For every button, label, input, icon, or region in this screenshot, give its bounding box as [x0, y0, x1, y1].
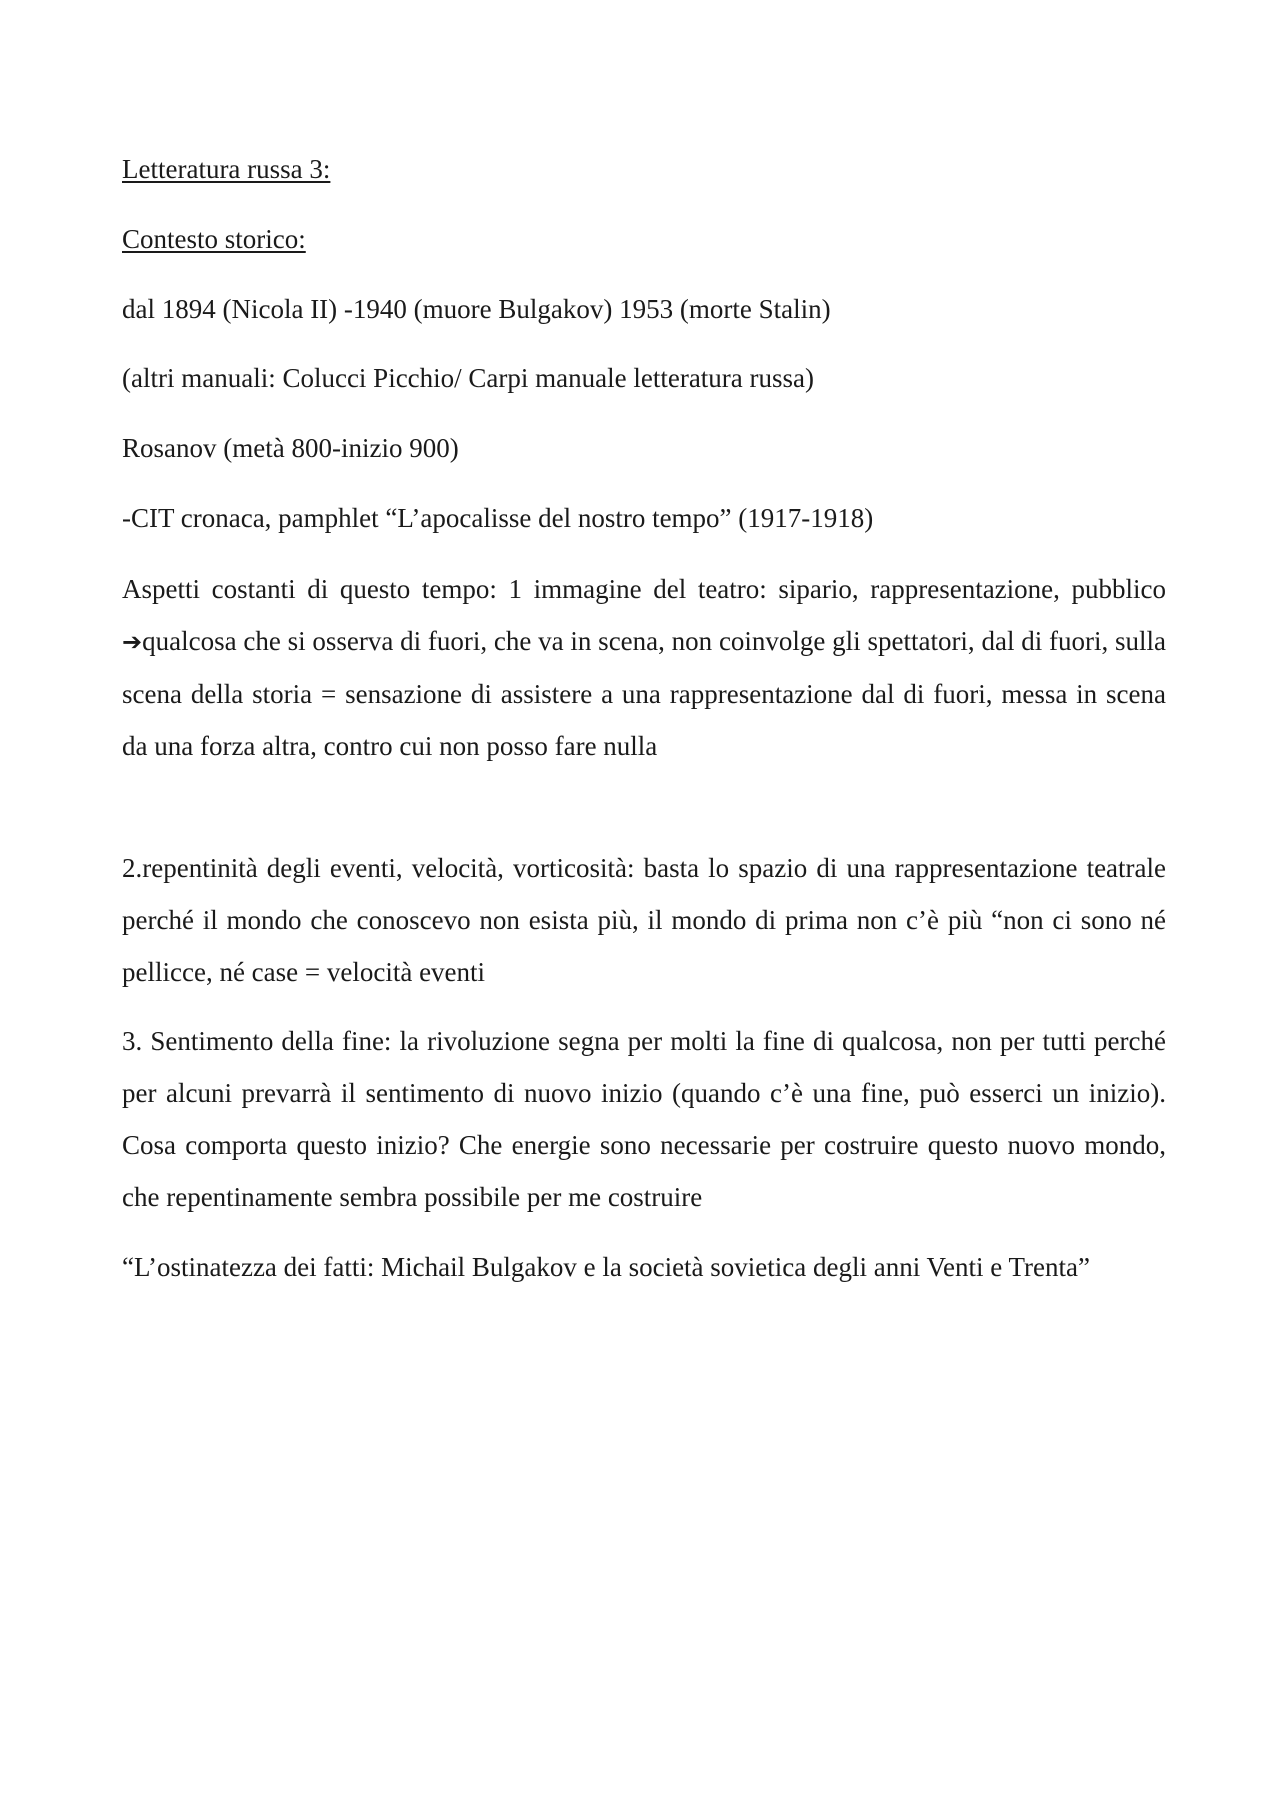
- paragraph-theatre-start: Aspetti costanti di questo tempo: 1 immagine del teatro: sipario, rappresentazione, pubblico: [122, 574, 1166, 604]
- dates-line: dal 1894 (Nicola II) -1940 (muore Bulgakov) 1953 (morte Stalin): [122, 294, 831, 324]
- arrow-right-icon: ➔: [122, 628, 143, 656]
- cit-line: -CIT cronaca, pamphlet “L’apocalisse del nostro tempo” (1917-1918): [122, 503, 874, 533]
- paragraph-speed: 2.repentinità degli eventi, velocità, vorticosità: basta lo spazio di una rappresentazione teatrale perché il mondo che conoscevo non esista più, il mondo di prima non c’è più “non ci sono né pellicce, né case = velocità eventi: [122, 853, 1166, 987]
- paragraph-end-feeling: 3. Sentimento della fine: la rivoluzione segna per molti la fine di qualcosa, non per tutti perché per alcuni prevarrà il sentimento di nuovo inizio (quando c’è una fine, può esserci un inizio). Cosa comporta questo inizio? Che energie sono necessarie per costruire questo nuovo mondo, che repentinamente sembra possibile per me costruire: [122, 1026, 1166, 1212]
- manuals-line: (altri manuali: Colucci Picchio/ Carpi manuale letteratura russa): [122, 363, 815, 393]
- paragraph-theatre-end: qualcosa che si osserva di fuori, che va in scena, non coinvolge gli spettatori, dal di fuori, sulla scena della storia = sensazione di assistere a una rappresentazione dal di fuori, messa in scena da una forza altra, contro cui non posso fare nulla: [122, 626, 1166, 761]
- document-title: Letteratura russa 3:: [122, 154, 331, 184]
- paragraph-book-title: “L’ostinatezza dei fatti: Michail Bulgakov e la società sovietica degli anni Venti e Trenta”: [122, 1252, 1090, 1282]
- paragraph-theatre: [122, 563, 1166, 772]
- section-heading: Contesto storico:: [122, 224, 306, 254]
- rosanov-line: Rosanov (metà 800-inizio 900): [122, 433, 459, 463]
